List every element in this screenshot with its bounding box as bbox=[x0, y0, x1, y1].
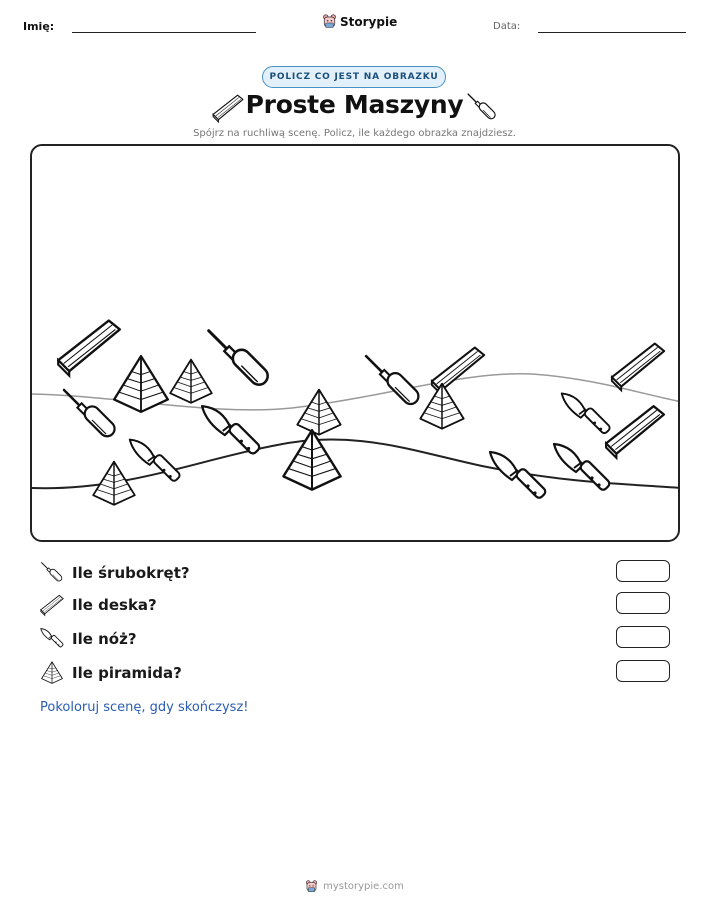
screwdriver-icon bbox=[466, 92, 498, 124]
question-text: Ile śrubokręt? bbox=[72, 564, 190, 582]
pyramid-icon bbox=[40, 661, 64, 685]
question-text: Ile nóż? bbox=[72, 630, 137, 648]
instruction-badge: POLICZ CO JEST NA OBRAZKU bbox=[262, 66, 446, 88]
scene-pyramid-5 bbox=[93, 462, 135, 505]
question-row-screwdriver bbox=[40, 560, 680, 586]
scene-knife-2 bbox=[130, 440, 181, 483]
brand-name: Storypie bbox=[340, 14, 398, 29]
scene-screwdriver-1 bbox=[209, 331, 272, 389]
footer-url: mystorypie.com bbox=[323, 881, 404, 892]
question-row-pyramid bbox=[40, 660, 680, 686]
coloring-instruction: Pokoloruj scenę, gdy skończysz! bbox=[40, 700, 249, 715]
mascot-icon bbox=[322, 14, 337, 29]
answer-box-pyramid[interactable] bbox=[616, 660, 670, 682]
scene-pyramid-2 bbox=[170, 360, 212, 403]
scene-pyramid-3 bbox=[297, 390, 340, 435]
answer-box-knife[interactable] bbox=[616, 626, 670, 648]
scene-knife-1 bbox=[202, 406, 261, 455]
screwdriver-icon bbox=[40, 561, 64, 585]
name-line[interactable] bbox=[72, 32, 256, 33]
question-row-plank bbox=[40, 592, 680, 618]
name-label: Imię: bbox=[23, 20, 55, 33]
page-title: Proste Maszyny bbox=[245, 90, 464, 119]
answer-box-plank[interactable] bbox=[616, 592, 670, 614]
question-row-knife bbox=[40, 626, 680, 652]
question-text: Ile piramida? bbox=[72, 664, 182, 682]
question-text: Ile deska? bbox=[72, 596, 157, 614]
answer-box-screwdriver[interactable] bbox=[616, 560, 670, 582]
scene-knife-5 bbox=[554, 444, 611, 491]
plank-icon bbox=[40, 593, 64, 617]
scene-screwdriver-3 bbox=[366, 356, 421, 407]
footer bbox=[0, 880, 709, 893]
scene-plank-1 bbox=[58, 321, 120, 376]
date-line[interactable] bbox=[538, 32, 686, 33]
knife-icon bbox=[40, 627, 64, 651]
scene-illustration bbox=[32, 146, 680, 542]
page-subtitle: Spójrz na ruchliwą scenę. Policz, ile każdego obrazka znajdziesz. bbox=[193, 128, 516, 139]
date-label: Data: bbox=[493, 21, 521, 32]
scene-pyramid-1 bbox=[114, 356, 168, 412]
scene-pyramid-6 bbox=[420, 384, 463, 429]
counting-scene bbox=[30, 144, 680, 542]
scene-plank-3 bbox=[612, 344, 664, 391]
scene-knife-3 bbox=[562, 393, 611, 434]
mascot-icon bbox=[305, 880, 318, 893]
brand-logo bbox=[322, 14, 397, 29]
scene-plank-4 bbox=[606, 406, 664, 458]
